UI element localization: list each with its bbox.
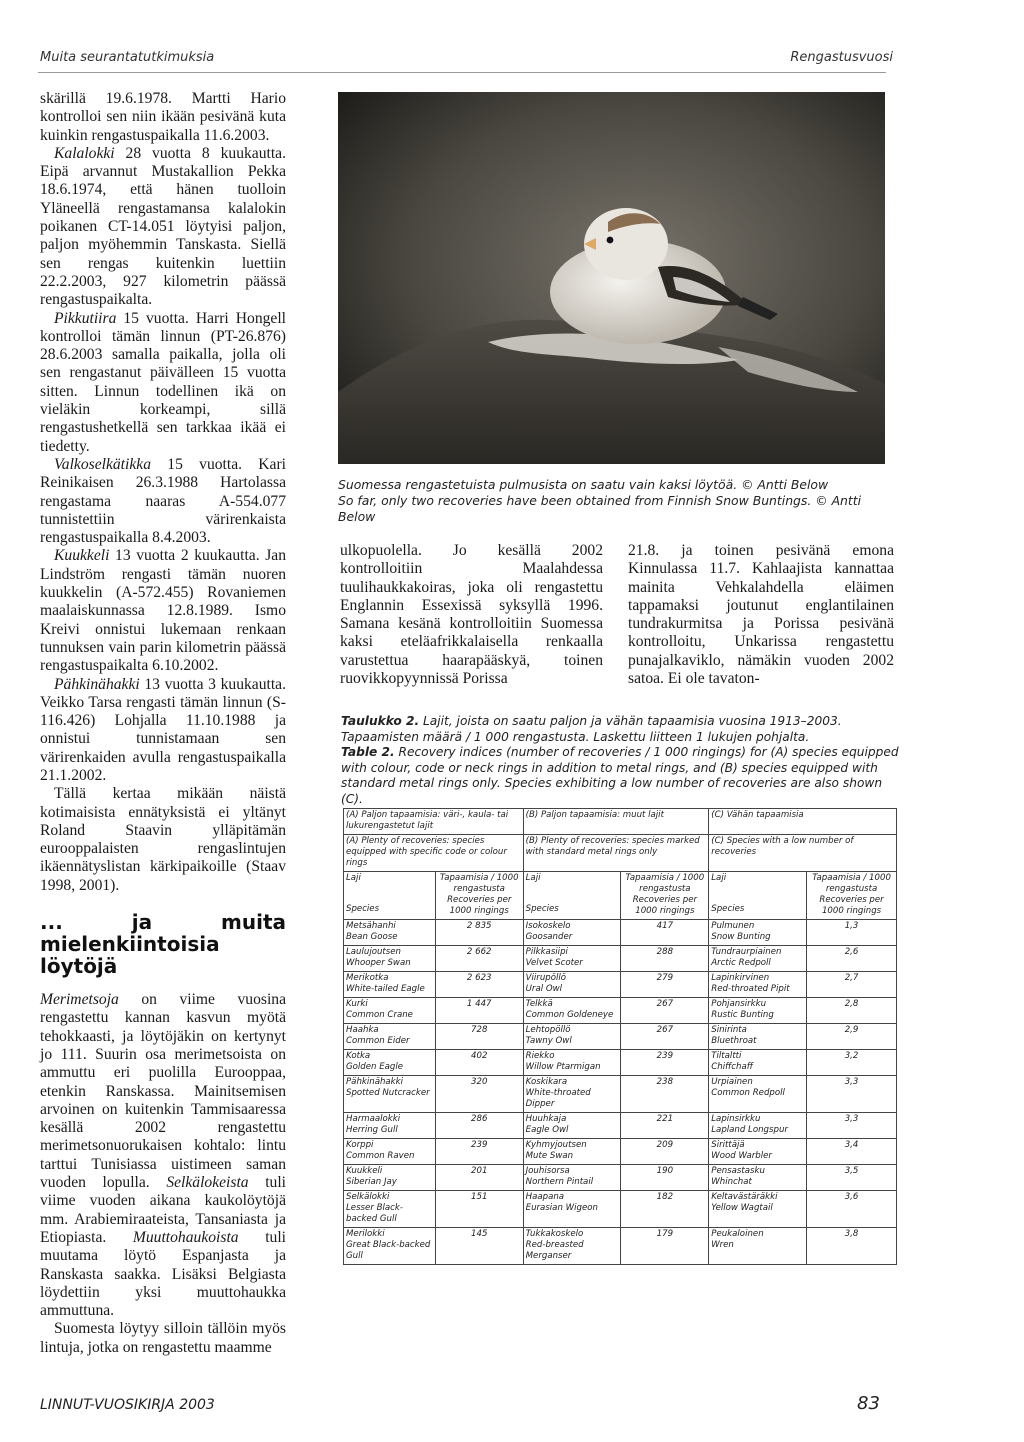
species-cell [344, 1050, 436, 1076]
group-header: (C) Vähän tapaamisia [709, 809, 897, 835]
species-fi: Tukkakoskelo [525, 1229, 584, 1239]
species-en: Great Black-backed Gull [346, 1240, 431, 1261]
species-cell [523, 1139, 621, 1165]
species-cell [709, 998, 807, 1024]
recovery-index: 145 [435, 1228, 523, 1265]
recovery-index: 2,6 [807, 946, 897, 972]
species-name: Pähkinähakki [54, 675, 140, 693]
species-cell [344, 1113, 436, 1139]
species-en: Chiffchaff [711, 1062, 753, 1072]
species-cell [344, 1076, 436, 1113]
species-fi: Isokoskelo [525, 921, 571, 931]
column-middle-text: ulkopuolella. Jo kesällä 2002 kontrolloitiin Maalahdessa tuulihaukkakoiras, joka oli rengastettu Englannin Essexissä syksyllä 1996. Samana kesänä kontrolloitiin Suomessa kaksi eteläafrikkalaisella renkaalla varustettua haarapääskyä, toinen ruovikkopyynnissä Porissa [340, 542, 603, 688]
recovery-index: 286 [435, 1113, 523, 1139]
recovery-index: 221 [621, 1113, 709, 1139]
recovery-index: 267 [621, 998, 709, 1024]
species-cell [523, 1076, 621, 1113]
recovery-index: 3,4 [807, 1139, 897, 1165]
recovery-index: 2,9 [807, 1024, 897, 1050]
table-head-row [344, 835, 897, 872]
species-cell [344, 1139, 436, 1165]
recovery-index: 239 [621, 1050, 709, 1076]
species-fi: Viirupöllö [525, 973, 567, 983]
species-name: Merimetsoja [40, 991, 119, 1009]
paragraph [40, 547, 286, 675]
table-caption-fi-label: Taulukko 2. [341, 714, 420, 728]
species-cell [523, 1113, 621, 1139]
species-en: Red-breasted Merganser [525, 1240, 584, 1261]
paragraph-text: 13 vuotta 2 kuukautta. Jan Lindström rengasti tämän nuoren kuukkelin (A-572.455) Rovaniemen maalaiskunnassa 12.8.1989. Ismo Kreivi onnistui lukemaan renkaan tunnuksen vain parin kilometrin päässä rengastuspaikalta 6.10.2002. [40, 547, 286, 675]
header-laji: Laji [346, 873, 361, 883]
column-header-species [344, 872, 436, 920]
species-cell [523, 1165, 621, 1191]
bird-photo [338, 92, 885, 464]
species-cell [344, 946, 436, 972]
species-cell [709, 920, 807, 946]
paragraph-text: Suomesta löytyy silloin tällöin myös lintuja, jotka on rengastettu maamme [40, 1320, 286, 1356]
recovery-index: 320 [435, 1076, 523, 1113]
column-header-index: Tapaamisia / 1000 rengastusta Recoveries per 1000 ringings [435, 872, 523, 920]
species-fi: Telkkä [525, 999, 553, 1009]
group-header: (A) Paljon tapaamisia: väri-, kaula- tai lukurengastetut lajit [344, 809, 524, 835]
species-cell [523, 1228, 621, 1265]
species-fi: Merikotka [346, 973, 389, 983]
group-header: (B) Plenty of recoveries: species marked with standard metal rings only [523, 835, 709, 872]
species-en: Common Goldeneye [525, 1010, 614, 1020]
paragraph-text: 13 vuotta 3 kuukautta. Veikko Tarsa rengasti tämän linnun (S-116.426) Lohjalla 11.10.1988 ja onnistui tunnistamaan sen värirenkaiden avulla rengastuspaikalla 21.1.2002. [40, 675, 286, 784]
species-en: White-throated Dipper [525, 1088, 591, 1109]
species-en: Eurasian Wigeon [525, 1203, 598, 1213]
column-right-text: 21.8. ja toinen pesivänä emona Kinnulassa 11.7. Kahlaajista kannattaa mainita Vehkalahdella eläimen tappamaksi joutunut englantilainen tundrakurmitsa ja Porissa pesivänä kontrolloitu, Unkarissa rengastettu punajalkaviklo, nämäkin vuoden 2002 satoa. Ei ole tavaton- [628, 542, 894, 688]
column-left-part-a [40, 90, 286, 895]
species-en: Herring Gull [346, 1125, 398, 1135]
species-fi: Lehtopöllö [525, 1025, 571, 1035]
species-en: Siberian Jay [346, 1177, 397, 1187]
species-fi: Jouhisorsa [525, 1166, 570, 1176]
species-name: Kuukkeli [54, 547, 110, 565]
species-en: Lapland Longspur [711, 1125, 788, 1135]
species-cell [709, 1024, 807, 1050]
recovery-index: 267 [621, 1024, 709, 1050]
paragraph [40, 90, 286, 145]
species-fi: Sirittäjä [711, 1140, 745, 1150]
species-name: Kalalokki [54, 144, 115, 162]
species-cell [344, 1191, 436, 1228]
species-fi: Tundraurpiainen [711, 947, 782, 957]
paragraph [40, 676, 286, 786]
species-cell [709, 1165, 807, 1191]
table-row [344, 1165, 897, 1191]
species-en: Tawny Owl [525, 1036, 572, 1046]
table-row [344, 1076, 897, 1113]
header-species: Species [525, 904, 559, 914]
recovery-index: 1 447 [435, 998, 523, 1024]
recovery-index: 3,8 [807, 1228, 897, 1265]
column-header-index: Tapaamisia / 1000 rengastusta Recoveries per 1000 ringings [807, 872, 897, 920]
species-en: Northern Pintail [525, 1177, 594, 1187]
photo-caption-fi: Suomessa rengastetuista pulmusista on saatu vain kaksi löytöä. © Antti Below [338, 477, 829, 492]
species-cell [709, 972, 807, 998]
recovery-index: 417 [621, 920, 709, 946]
table-caption-fi-text: Lajit, joista on saatu paljon ja vähän tapaamisia vuosina 1913–2003. Tapaamisten määrä / 1 000 rengastusta. Laskettu liitteen 1 lukujen pohjalta. [341, 714, 842, 744]
species-cell [523, 1024, 621, 1050]
species-en: Red-throated Pipit [711, 984, 790, 994]
species-en: Mute Swan [525, 1151, 574, 1161]
species-en: Yellow Wagtail [711, 1203, 773, 1213]
photo-caption-en: So far, only two recoveries have been obtained from Finnish Snow Buntings. © Antti Below [338, 493, 862, 524]
species-cell [523, 946, 621, 972]
species-fi: Pohjansirkku [711, 999, 767, 1009]
species-cell [709, 1076, 807, 1113]
species-fi: Haapana [525, 1192, 565, 1202]
species-fi: Urpiainen [711, 1077, 753, 1087]
recovery-index: 402 [435, 1050, 523, 1076]
column-middle [340, 542, 603, 688]
column-left [40, 90, 286, 1357]
species-cell [344, 972, 436, 998]
species-cell [523, 972, 621, 998]
table-row [344, 1191, 897, 1228]
table-row [344, 1024, 897, 1050]
paragraph-text: 15 vuotta. Harri Hongell kontrolloi tämän linnun (PT-26.876) 28.6.2003 samalla paikalla, jolla oli sen rengastanut päivälleen 15 vuotta sitten. Linnun todellinen ikä on vieläkin korkeampi, sillä rengastushetkellä sen tarkkaa ikää ei tiedetty. [40, 309, 286, 455]
species-fi: Laulujoutsen [346, 947, 402, 957]
species-en: Eagle Owl [525, 1125, 569, 1135]
recovery-index: 2 835 [435, 920, 523, 946]
species-en: Bluethroat [711, 1036, 757, 1046]
species-fi: Harmaalokki [346, 1114, 401, 1124]
species-fi: Lapinkirvinen [711, 973, 770, 983]
paragraph-text: skärillä 19.6.1978. Martti Hario kontrolloi sen niin ikään pesivänä kuta kuinkin rengastuspaikalla 11.6.2003. [40, 90, 286, 144]
species-fi: Lapinsirkku [711, 1114, 761, 1124]
page-number: 83 [857, 1393, 880, 1414]
table-row [344, 920, 897, 946]
species-cell [344, 1024, 436, 1050]
species-en: Bean Goose [346, 932, 398, 942]
recovery-index: 288 [621, 946, 709, 972]
column-header-row [344, 872, 897, 920]
header-laji: Laji [711, 873, 727, 883]
recovery-index: 3,6 [807, 1191, 897, 1228]
group-header: (A) Plenty of recoveries: species equipped with specific code or colour rings [344, 835, 524, 872]
recovery-index: 728 [435, 1024, 523, 1050]
species-fi: Pilkkasiipi [525, 947, 568, 957]
species-name: Muuttohaukoista [132, 1228, 239, 1246]
species-en: Whooper Swan [346, 958, 411, 968]
recovery-index: 201 [435, 1165, 523, 1191]
species-fi: Huuhkaja [525, 1114, 567, 1124]
paragraph [40, 991, 286, 1320]
recovery-index: 3,3 [807, 1076, 897, 1113]
recovery-index: 3,3 [807, 1113, 897, 1139]
species-cell [709, 1228, 807, 1265]
species-cell [344, 920, 436, 946]
photo-caption [338, 477, 898, 525]
species-en: White-tailed Eagle [346, 984, 425, 994]
paragraph [40, 785, 286, 895]
snow-bunting-image [338, 92, 885, 464]
recovery-index: 190 [621, 1165, 709, 1191]
recovery-index: 239 [435, 1139, 523, 1165]
recovery-index: 2 662 [435, 946, 523, 972]
running-header-right: Rengastusvuosi [790, 50, 893, 65]
species-cell [709, 1139, 807, 1165]
table-row [344, 998, 897, 1024]
table-caption-en-text: Recovery indices (number of recoveries / 1 000 ringings) for (A) species equipped with colour, code or neck rings in addition to metal rings, and (B) species equipped with standard metal rings only. Species exhibiting a low number of recoveries are also shown (C). [341, 745, 899, 806]
recovery-index: 3,5 [807, 1165, 897, 1191]
paragraph [40, 1320, 286, 1357]
species-fi: Keltavästäräkki [711, 1192, 778, 1202]
species-cell [709, 1191, 807, 1228]
table-row [344, 1228, 897, 1265]
table-head-row [344, 809, 897, 835]
header-species: Species [346, 904, 380, 914]
recovery-index: 1,3 [807, 920, 897, 946]
paragraph [40, 456, 286, 547]
species-en: Wood Warbler [711, 1151, 772, 1161]
species-cell [344, 998, 436, 1024]
species-name: Pikkutiira [54, 309, 117, 327]
recovery-table-body [344, 809, 897, 1265]
species-fi: Sinirinta [711, 1025, 747, 1035]
species-en: Common Eider [346, 1036, 410, 1046]
species-cell [523, 1050, 621, 1076]
species-en: Wren [711, 1240, 734, 1250]
species-fi: Metsähanhi [346, 921, 396, 931]
species-name: Selkälokeista [166, 1174, 249, 1192]
paragraph-text: Tällä kertaa mikään näistä kotimaisista ennätyksistä ei yltänyt Roland Staavin ylläpitämän eurooppalaisten rengaslintujen ikäennätyslistan kärkipaikoille (Staav 1998, 2001). [40, 785, 286, 894]
species-cell [523, 1191, 621, 1228]
recovery-index: 279 [621, 972, 709, 998]
header-rule [38, 72, 886, 73]
recovery-index: 3,2 [807, 1050, 897, 1076]
group-header: (B) Paljon tapaamisia: muut lajit [523, 809, 709, 835]
species-fi: Merilokki [346, 1229, 385, 1239]
species-en: Snow Bunting [711, 932, 771, 942]
paragraph-text: 15 vuotta. Kari Reinikaisen 26.3.1988 Hartolassa rengastama naaras A-554.077 tunnistettiin värirenkaista rengastuspaikalla 8.4.2003. [40, 455, 286, 547]
table-row [344, 1050, 897, 1076]
species-fi: Haahka [346, 1025, 379, 1035]
species-en: Goosander [525, 932, 573, 942]
species-fi: Kuukkeli [346, 1166, 383, 1176]
species-en: Willow Ptarmigan [525, 1062, 601, 1072]
species-name: Valkoselkätikka [54, 455, 151, 473]
recovery-index: 2,7 [807, 972, 897, 998]
species-cell [344, 1228, 436, 1265]
species-fi: Kotka [346, 1051, 371, 1061]
species-fi: Peukaloinen [711, 1229, 764, 1239]
species-fi: Pulmunen [711, 921, 755, 931]
recovery-index: 2,8 [807, 998, 897, 1024]
species-en: Ural Owl [525, 984, 563, 994]
species-fi: Kyhmyjoutsen [525, 1140, 587, 1150]
header-species: Species [711, 904, 745, 914]
species-en: Lesser Black-backed Gull [346, 1203, 403, 1224]
recovery-index: 2 623 [435, 972, 523, 998]
recovery-index: 151 [435, 1191, 523, 1228]
species-en: Arctic Redpoll [711, 958, 771, 968]
species-en: Whinchat [711, 1177, 752, 1187]
species-en: Spotted Nutcracker [346, 1088, 430, 1098]
paragraph [40, 310, 286, 456]
species-fi: Selkälokki [346, 1192, 390, 1202]
section-heading: ... ja muita mielenkiintoisia löytöjä [40, 910, 286, 979]
footer-publication: LINNUT-VUOSIKIRJA 2003 [40, 1397, 215, 1413]
species-cell [523, 998, 621, 1024]
species-fi: Kurki [346, 999, 368, 1009]
column-header-index: Tapaamisia / 1000 rengastusta Recoveries per 1000 ringings [621, 872, 709, 920]
recovery-index: 179 [621, 1228, 709, 1265]
column-right [628, 542, 894, 688]
paragraph-text: tuli viime vuoden aikana kaukolöytöjä mm. Arabiemiraateista, Tansaniasta ja Etiopiasta. [40, 1174, 286, 1246]
species-en: Rustic Bunting [711, 1010, 774, 1020]
species-en: Velvet Scoter [525, 958, 583, 968]
table-row [344, 972, 897, 998]
species-cell [344, 1165, 436, 1191]
species-fi: Tiltaltti [711, 1051, 742, 1061]
table-row [344, 946, 897, 972]
column-header-species [523, 872, 621, 920]
species-fi: Pähkinähakki [346, 1077, 404, 1087]
species-cell [523, 920, 621, 946]
table-row [344, 1139, 897, 1165]
header-laji: Laji [525, 873, 541, 883]
group-header: (C) Species with a low number of recoveries [709, 835, 897, 872]
recovery-index: 238 [621, 1076, 709, 1113]
species-cell [709, 1113, 807, 1139]
recovery-index: 209 [621, 1139, 709, 1165]
table-caption-en-label: Table 2. [341, 745, 395, 759]
table-caption [341, 714, 901, 807]
paragraph [40, 145, 286, 310]
species-fi: Koskikara [525, 1077, 568, 1087]
paragraph-text: on viime vuosina rengastettu kannan kasvun myötä tehokkaasti, ja löytöjäkin on kertynyt jo 111. Suurin osa merimetsoista on ammuttu eri puolilla Eurooppaa, etenkin Ranskassa. Mainitsemisen arvoinen on kuitenkin Tammisaaressa kesällä 2002 rengastettu merimetsonuorukaisen kohtalo: lintu tarttui Tunisiassa uistimeen saman vuoden lopulla. [40, 991, 286, 1192]
recovery-index: 182 [621, 1191, 709, 1228]
paragraph-text: 28 vuotta 8 kuukautta. Eipä arvannut Mustakallion Pekka 18.6.1974, että hänen tuolloin Yläneellä rengastamansa kalalokin poikanen CT-14.051 löytyisi paljon, paljon myöhemmin Tanskasta. Siellä sen rengas kuitenkin luettiin 22.2.2003, 927 kilometrin päässä rengastuspaikalta. [40, 144, 286, 309]
table-row [344, 1113, 897, 1139]
paragraph-text: tuli muutama löytö Espanjasta ja Ranskasta saakka. Lisäksi Belgiasta löydettiin yksi muuttohaukka ammuttuna. [40, 1228, 286, 1320]
species-en: Common Crane [346, 1010, 413, 1020]
species-en: Common Redpoll [711, 1088, 785, 1098]
species-fi: Korppi [346, 1140, 374, 1150]
species-cell [709, 946, 807, 972]
column-header-species [709, 872, 807, 920]
running-header-left: Muita seurantatutkimuksia [40, 50, 215, 65]
recovery-table [343, 808, 897, 1265]
species-fi: Pensastasku [711, 1166, 765, 1176]
column-left-part-b [40, 991, 286, 1357]
species-en: Common Raven [346, 1151, 415, 1161]
species-en: Golden Eagle [346, 1062, 404, 1072]
species-cell [709, 1050, 807, 1076]
species-fi: Riekko [525, 1051, 555, 1061]
